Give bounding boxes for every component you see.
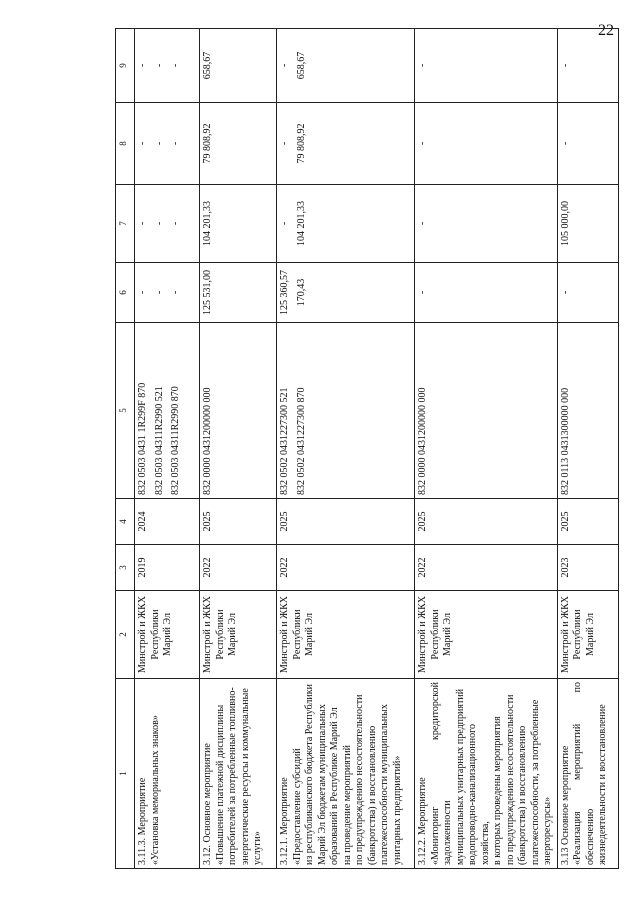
- value-col7: -: [279, 221, 290, 226]
- responsible-cell: [135, 591, 200, 679]
- responsible-text: Минстрой и ЖКХ: [417, 595, 428, 674]
- value-col6: 170,43: [295, 278, 307, 307]
- responsible-cell: [415, 591, 558, 679]
- header-row: [116, 29, 135, 869]
- responsible-cell: [557, 591, 618, 679]
- event-text: услуги»: [252, 831, 263, 865]
- start-year-cell: [200, 545, 277, 591]
- table-row: [557, 29, 618, 869]
- value-col9: -: [559, 63, 571, 68]
- value-col6-cell: [277, 263, 415, 323]
- responsible-text: Марий Эл: [442, 613, 453, 656]
- budget-code: 832 0502 0431227300 521: [279, 387, 290, 495]
- event-text: «Установка мемориальных знаков»: [149, 715, 161, 865]
- program-table: [115, 28, 619, 869]
- budget-code-cell: [557, 323, 618, 499]
- value-col7-cell: [135, 185, 200, 263]
- event-cell: [135, 679, 200, 869]
- responsible-text: Республики: [572, 609, 583, 660]
- event-text: по предупреждению несостоятельности: [504, 694, 516, 865]
- value-col6: 125 531,00: [202, 270, 213, 315]
- start-year-cell: [277, 545, 415, 591]
- value-col9-cell: [200, 29, 277, 103]
- event-text: «Реализация мероприятий по обеспечению: [572, 682, 596, 865]
- budget-code-cell: [135, 323, 200, 499]
- event-cell: [557, 679, 618, 869]
- value-col7: -: [137, 221, 148, 226]
- budget-code-cell: [277, 323, 415, 499]
- header-cell: 9: [116, 29, 135, 103]
- budget-code: 832 0503 04311R2990 521: [153, 386, 165, 495]
- value-col6-cell: [135, 263, 200, 323]
- value-col9-cell: [415, 29, 558, 103]
- header-cell: 1: [116, 679, 135, 869]
- value-col6-cell: [200, 263, 277, 323]
- responsible-text: Марий Эл: [584, 613, 596, 656]
- header-cell: 8: [116, 103, 135, 185]
- value-col8-cell: [135, 103, 200, 185]
- responsible-text: Минстрой и ЖКХ: [137, 595, 148, 674]
- value-col7: -: [170, 221, 181, 226]
- end-year: 2025: [202, 511, 213, 532]
- event-text: «Повышение платежной дисциплины: [214, 704, 226, 865]
- event-text: (банкротства) и восстановлению: [366, 725, 378, 865]
- value-col9: 658,67: [295, 51, 307, 80]
- value-col6-cell: [415, 263, 558, 323]
- value-col9: -: [417, 63, 428, 68]
- value-col8-cell: [415, 103, 558, 185]
- header-cell: 2: [116, 591, 135, 679]
- start-year-cell: [557, 545, 618, 591]
- event-text: платежеспособности, за потребленные: [529, 699, 541, 865]
- responsible-text: Республики: [291, 609, 303, 660]
- event-text: унитарных предприятий»: [391, 755, 403, 865]
- responsible-text: Республики: [149, 609, 161, 660]
- event-text: 3.12.2. Мероприятие: [417, 777, 428, 865]
- start-year: 2022: [279, 557, 290, 578]
- value-col9: -: [153, 63, 165, 68]
- value-col6-cell: [557, 263, 618, 323]
- start-year-cell: [135, 545, 200, 591]
- event-text: потребителей за потребленные топливно-: [227, 687, 238, 865]
- end-year-cell: [200, 499, 277, 545]
- header-cell: 7: [116, 185, 135, 263]
- page-number: 22: [598, 22, 614, 39]
- value-col8: -: [137, 141, 148, 146]
- value-col9: -: [279, 63, 290, 68]
- value-col9: -: [137, 63, 148, 68]
- value-col8-cell: [277, 103, 415, 185]
- table-row: [277, 29, 415, 869]
- event-text: жизнедеятельности и восстановление: [597, 704, 608, 865]
- budget-code: 832 0503 04311R2990 870: [170, 386, 181, 495]
- header-cell: 3: [116, 545, 135, 591]
- value-col7: -: [153, 221, 165, 226]
- header-cell: 4: [116, 499, 135, 545]
- end-year: 2025: [279, 511, 290, 532]
- responsible-cell: [200, 591, 277, 679]
- responsible-cell: [277, 591, 415, 679]
- budget-code-cell: [200, 323, 277, 499]
- value-col7-cell: [200, 185, 277, 263]
- event-text: водопроводно-канализационного хозяйства,: [467, 724, 491, 865]
- value-col8: -: [559, 141, 571, 146]
- start-year-cell: [415, 545, 558, 591]
- responsible-text: Минстрой и ЖКХ: [202, 595, 213, 674]
- event-text: «Предоставление субсидий: [291, 748, 303, 865]
- value-col6: -: [417, 290, 428, 295]
- responsible-text: Марий Эл: [162, 613, 173, 656]
- start-year: 2022: [202, 557, 213, 578]
- value-col6: 125 360,57: [279, 270, 290, 315]
- value-col8-cell: [200, 103, 277, 185]
- responsible-text: Республики: [429, 609, 441, 660]
- event-cell: [200, 679, 277, 869]
- end-year: 2025: [417, 511, 428, 532]
- end-year: 2025: [559, 511, 571, 532]
- event-text: муниципальных унитарных предприятий: [454, 688, 466, 865]
- value-col8: -: [279, 141, 290, 146]
- event-text: по предупреждению несостоятельности: [354, 694, 365, 865]
- value-col8: -: [153, 141, 165, 146]
- budget-code-cell: [415, 323, 558, 499]
- value-col8: -: [417, 141, 428, 146]
- event-text: в которых проведены мероприятия: [492, 716, 503, 865]
- value-col8-cell: [557, 103, 618, 185]
- value-col7: 104 201,33: [202, 201, 213, 246]
- value-col8: 79 808,92: [295, 123, 307, 164]
- value-col8: -: [170, 141, 181, 146]
- responsible-text: Марий Эл: [304, 613, 315, 656]
- header-cell: 5: [116, 323, 135, 499]
- budget-code: 832 0000 0431200000 000: [417, 387, 428, 495]
- start-year: 2023: [559, 557, 571, 578]
- value-col6: -: [559, 290, 571, 295]
- event-text: из республиканского бюджета Республики: [304, 684, 315, 865]
- table-row: [200, 29, 277, 869]
- event-text: 3.11.3. Мероприятие: [137, 777, 148, 865]
- end-year-cell: [277, 499, 415, 545]
- value-col6: -: [170, 290, 181, 295]
- event-text: 3.12.1. Мероприятие: [279, 777, 290, 865]
- responsible-text: Минстрой и ЖКХ: [559, 595, 571, 674]
- event-text: энергоресурсы»: [542, 796, 553, 865]
- event-text: энергетические ресурсы и коммунальные: [239, 688, 251, 865]
- end-year-cell: [135, 499, 200, 545]
- value-col7-cell: [277, 185, 415, 263]
- start-year: 2022: [417, 557, 428, 578]
- value-col7: -: [417, 221, 428, 226]
- event-text: на проведение мероприятий: [341, 745, 353, 865]
- value-col7: 105 000,00: [559, 201, 571, 246]
- table-row: [135, 29, 200, 869]
- table-row: [415, 29, 558, 869]
- value-col7-cell: [557, 185, 618, 263]
- budget-code: 832 0503 0431 1R299F 870: [137, 382, 148, 495]
- end-year: 2024: [137, 511, 148, 532]
- event-text: платежеспособности муниципальных: [379, 704, 390, 865]
- value-col9-cell: [557, 29, 618, 103]
- responsible-text: Республики: [214, 609, 226, 660]
- value-col8: 79 808,92: [202, 123, 213, 164]
- value-col7-cell: [415, 185, 558, 263]
- end-year-cell: [415, 499, 558, 545]
- event-text: (банкротства) и восстановлению: [517, 725, 528, 865]
- event-text: образований в Республике Марий Эл: [329, 707, 340, 865]
- budget-code: 832 0113 0431300000 000: [559, 387, 571, 495]
- event-cell: [277, 679, 415, 869]
- value-col9: -: [170, 63, 181, 68]
- budget-code: 832 0000 0431200000 000: [202, 387, 213, 495]
- value-col6: -: [153, 290, 165, 295]
- responsible-text: Марий Эл: [227, 613, 238, 656]
- value-col6: -: [137, 290, 148, 295]
- event-text: Марий Эл бюджетам муниципальных: [316, 704, 328, 865]
- end-year-cell: [557, 499, 618, 545]
- value-col9-cell: [277, 29, 415, 103]
- budget-code: 832 0502 0431227300 870: [295, 387, 307, 495]
- header-cell: 6: [116, 263, 135, 323]
- value-col9-cell: [135, 29, 200, 103]
- event-text: «Мониторинг кредиторской задолженности: [429, 682, 453, 865]
- event-text: 3.12. Основное мероприятие: [202, 743, 213, 865]
- event-cell: [415, 679, 558, 869]
- value-col7: 104 201,33: [295, 201, 307, 246]
- start-year: 2019: [137, 557, 148, 578]
- rotated-table-wrapper: [115, 29, 608, 869]
- responsible-text: Минстрой и ЖКХ: [279, 595, 290, 674]
- event-text: 3.13 Основное мероприятие: [559, 745, 571, 865]
- value-col9: 658,67: [202, 51, 213, 80]
